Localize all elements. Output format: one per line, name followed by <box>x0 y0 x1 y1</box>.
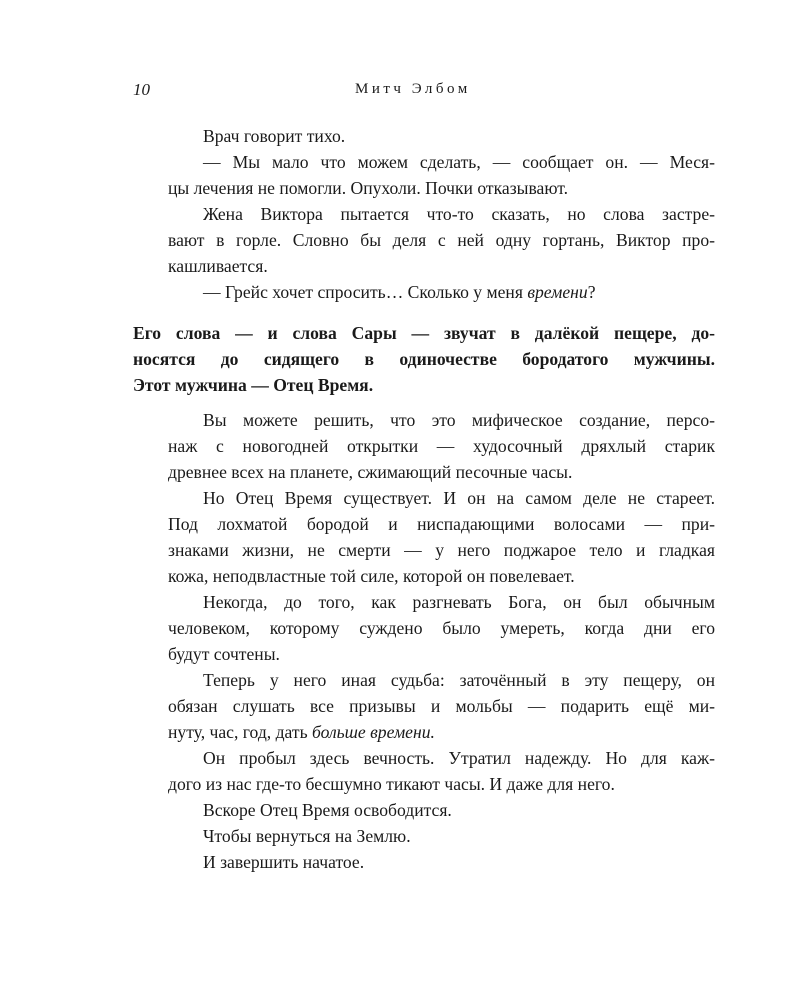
text-line: наж с новогодней открытки — худосочный дряхлый старик <box>168 436 715 456</box>
bold-line: Его слова — и слова Сары — звучат в далёкой пещере, до- <box>133 323 715 343</box>
paragraph <box>133 667 715 745</box>
paragraph <box>133 407 715 485</box>
paragraph <box>133 745 715 797</box>
text-line: Врач говорит тихо. <box>203 126 346 146</box>
bold-passage <box>133 320 715 398</box>
text-line: И завершить начатое. <box>203 852 365 872</box>
text-line: кожа, неподвластные той силе, которой он повелевает. <box>168 566 575 586</box>
text-line: Некогда, до того, как разгневать Бога, он был обычным <box>203 592 715 612</box>
paragraph <box>133 589 715 667</box>
paragraph <box>133 149 715 201</box>
text-line: Но Отец Время существует. И он на самом деле не стареет. <box>203 488 715 508</box>
italic-text: времени <box>527 282 588 302</box>
text-line: вают в горле. Словно бы деля с ней одну гортань, Виктор про- <box>168 230 715 250</box>
text-line: знаками жизни, не смерти — у него поджарое тело и гладкая <box>168 540 715 560</box>
text-line: дого из нас где-то бесшумно тикают часы. И даже для него. <box>168 774 615 794</box>
text-line: Чтобы вернуться на Землю. <box>203 826 411 846</box>
text-fragment: ? <box>587 282 596 302</box>
text-line: Теперь у него иная судьба: заточённый в эту пещеру, он <box>203 670 715 690</box>
text-line: Вы можете решить, что это мифическое создание, персо- <box>203 410 715 430</box>
body-text <box>133 123 715 875</box>
page-number: 10 <box>133 80 150 99</box>
paragraph <box>133 849 715 875</box>
paragraph <box>133 485 715 589</box>
bold-line: Этот мужчина — Отец Время. <box>133 375 374 395</box>
page-header <box>133 80 713 104</box>
bold-line: носятся до сидящего в одиночестве бородатого мужчины. <box>133 349 715 369</box>
text-line: Жена Виктора пытается что-то сказать, но слова застре- <box>203 204 715 224</box>
text-line <box>133 719 715 745</box>
text-line: — Мы мало что можем сделать, — сообщает он. — Меся- <box>203 152 715 172</box>
paragraph <box>133 123 715 149</box>
text-line: обязан слушать все призывы и мольбы — подарить ещё ми- <box>168 696 715 716</box>
paragraph <box>133 797 715 823</box>
text-line <box>133 279 715 305</box>
paragraph <box>133 201 715 279</box>
text-line: кашливается. <box>168 256 268 276</box>
text-line: Под лохматой бородой и ниспадающими волосами — при- <box>168 514 715 534</box>
italic-text: больше времени. <box>312 722 435 742</box>
text-fragment: — Грейс хочет спросить… Сколько у меня <box>203 282 528 302</box>
paragraph <box>133 279 715 305</box>
text-line: древнее всех на планете, сжимающий песочные часы. <box>168 462 573 482</box>
text-line: цы лечения не помогли. Опухоли. Почки отказывают. <box>168 178 569 198</box>
running-head-author: Митч Элбом <box>355 81 471 97</box>
text-line: человеком, которому суждено было умереть, когда дни его <box>168 618 715 638</box>
text-fragment: нуту, час, год, дать <box>168 722 312 742</box>
text-line: Вскоре Отец Время освободится. <box>203 800 452 820</box>
text-line: будут сочтены. <box>168 644 280 664</box>
text-line: Он пробыл здесь вечность. Утратил надежду. Но для каж- <box>203 748 715 768</box>
paragraph <box>133 823 715 849</box>
